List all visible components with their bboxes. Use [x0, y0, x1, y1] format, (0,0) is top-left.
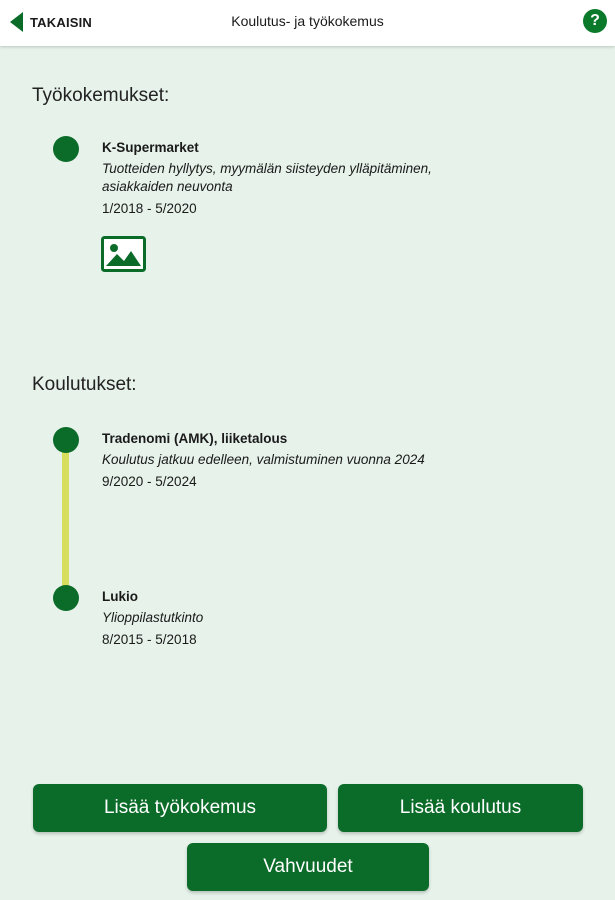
add-education-button[interactable]: Lisää koulutus — [338, 784, 583, 832]
timeline-dot-education-1 — [53, 427, 79, 453]
timeline-dot-work-1 — [53, 136, 79, 162]
education-entry — [102, 430, 582, 491]
work-entry-description: Tuotteiden hyllytys, myymälän siisteyden ylläpitäminen, asiakkaiden neuvonta — [102, 161, 432, 194]
timeline-dot-education-2 — [53, 585, 79, 611]
education-entry-dates: 8/2015 - 5/2018 — [102, 632, 197, 647]
work-heading: Työkokemukset: — [32, 85, 170, 106]
top-bar — [0, 0, 615, 46]
back-label: TAKAISIN — [30, 14, 93, 30]
add-work-experience-button[interactable]: Lisää työkokemus — [33, 784, 327, 832]
education-entry-dates: 9/2020 - 5/2024 — [102, 474, 197, 489]
education-entry-description: Koulutus jatkuu edelleen, valmistuminen vuonna 2024 — [102, 452, 425, 467]
work-entry — [102, 139, 582, 218]
education-entry-name: Tradenomi (AMK), liiketalous — [102, 431, 288, 446]
help-icon[interactable]: ? — [583, 9, 607, 33]
education-heading: Koulutukset: — [32, 374, 137, 395]
page-title: Koulutus- ja työkokemus — [231, 13, 384, 29]
work-entry-name: K-Supermarket — [102, 140, 199, 155]
education-entry — [102, 588, 582, 649]
image-icon[interactable] — [101, 236, 146, 272]
education-entry-description: Ylioppilastutkinto — [102, 610, 204, 625]
strengths-button[interactable]: Vahvuudet — [187, 843, 429, 891]
work-entry-dates: 1/2018 - 5/2020 — [102, 201, 197, 216]
education-timeline-line — [62, 450, 69, 596]
education-entry-name: Lukio — [102, 589, 138, 604]
